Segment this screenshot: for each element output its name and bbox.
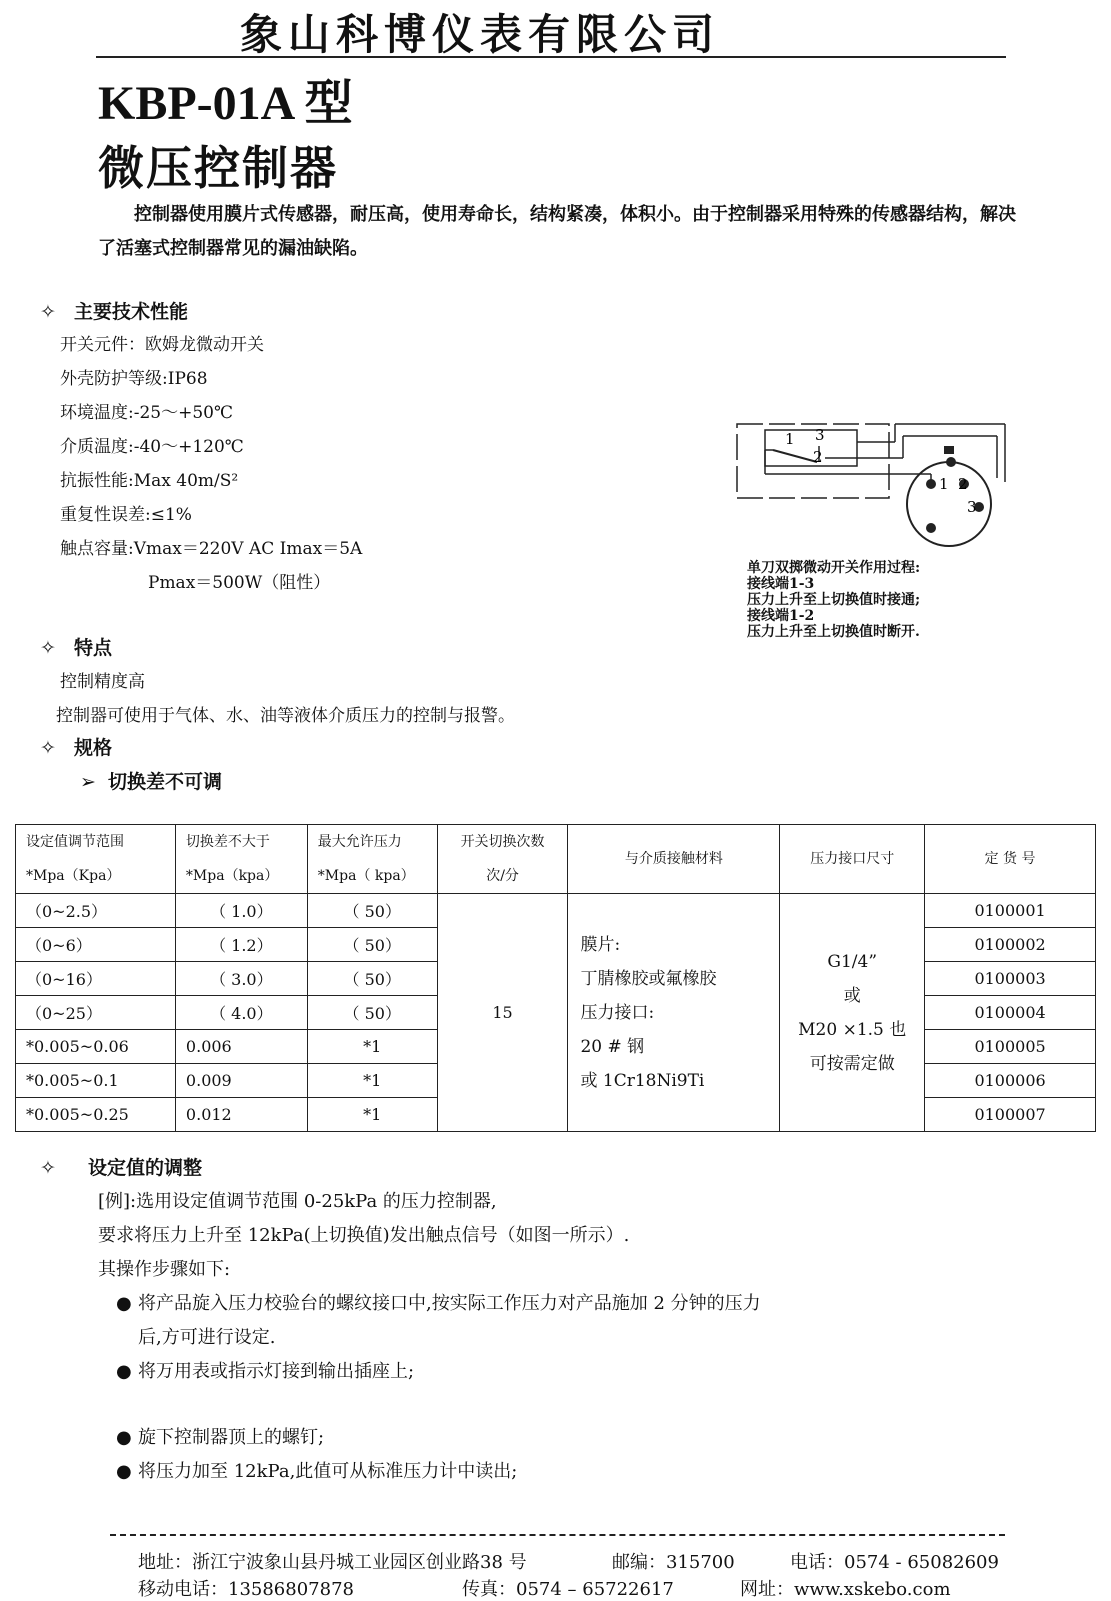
cell-range: *0.005~0.25: [16, 1098, 176, 1132]
header-cell-diff: 切换差不大于 *Mpa（kpa）: [175, 825, 307, 894]
features-section-heading: [40, 633, 112, 660]
adjust-line: [例]:选用设定值调节范围 0-25kPa 的压力控制器,: [98, 1191, 497, 1212]
table-row: [16, 894, 1096, 928]
intro-paragraph: 控制器使用膜片式传感器，耐压高，使用寿命长，结构紧凑，体积小。由于控制器采用特殊的传感器结构，解决了活塞式控制器常见的漏油缺陷。: [98, 204, 1016, 259]
spec-item: 触点容量:Vmax＝220V AC Imax＝5A: [60, 539, 363, 559]
plug-terminal-2: 2: [958, 475, 968, 493]
bullet-icon: ●: [116, 1427, 132, 1448]
cell-order-number: 0100001: [925, 894, 1096, 928]
step-item: ● 将压力加至 12kPa,此值可从标准压力计中读出;: [116, 1461, 518, 1482]
cell-max: *1: [307, 1064, 437, 1098]
tech-section-title: 主要技术性能: [74, 301, 189, 323]
spec-item: 抗振性能:Max 40m/S²: [60, 471, 239, 491]
cell-diff: （ 1.2）: [175, 928, 307, 962]
diagram-note-line: 接线端1-3: [747, 576, 815, 592]
bullet-icon: ●: [116, 1461, 132, 1482]
cell-range: （0~25）: [16, 996, 176, 1030]
header-cell-switch: 开关切换次数 次/分: [437, 825, 568, 894]
cell-range: *0.005~0.06: [16, 1030, 176, 1064]
cell-range: *0.005~0.1: [16, 1064, 176, 1098]
cell-max: （ 50）: [307, 962, 437, 996]
diamond-icon: ✧: [40, 637, 56, 659]
cell-max: （ 50）: [307, 996, 437, 1030]
diagram-note-line: 单刀双掷微动开关作用过程:: [747, 560, 921, 576]
footer-postcode: 邮编：315700: [612, 1552, 735, 1573]
step-item-continued: 后,方可进行设定.: [138, 1327, 276, 1348]
plug-terminal-1: 1: [939, 475, 949, 493]
diamond-icon: ✧: [40, 301, 56, 323]
footer-rule: [110, 1534, 1005, 1536]
diagram-note-line: 压力上升至上切换值时断开.: [747, 624, 920, 640]
bullet-icon: ●: [116, 1293, 132, 1314]
spec-item: 介质温度:-40～+120℃: [60, 437, 244, 457]
cell-max: *1: [307, 1030, 437, 1064]
adjust-line: 其操作步骤如下:: [98, 1259, 231, 1280]
feature-item: 控制器可使用于气体、水、油等液体介质压力的控制与报警。: [56, 706, 515, 726]
cell-port-size: G1/4” 或 M20 ×1.5 也 可按需定做: [780, 894, 925, 1132]
spec-item: 开关元件：欧姆龙微动开关: [60, 335, 264, 355]
step-item: ● 旋下控制器顶上的螺钉;: [116, 1427, 325, 1448]
spec-section-title: 规格: [74, 737, 113, 759]
cell-order-number: 0100002: [925, 928, 1096, 962]
cell-order-number: 0100007: [925, 1098, 1096, 1132]
diamond-icon: ✧: [40, 1157, 56, 1179]
step-item: ● 将产品旋入压力校验台的螺纹接口中,按实际工作压力对产品施加 2 分钟的压力: [116, 1293, 761, 1314]
cell-material: 膜片: 丁腈橡胶或氟橡胶 压力接口: 20 # 钢 或 1Cr18Ni9Ti: [568, 894, 780, 1132]
adjust-section-heading: [40, 1153, 202, 1180]
header-rule: [96, 56, 1006, 58]
header-cell-material: 与介质接触材料: [568, 825, 780, 894]
header-cell-max: 最大允许压力 *Mpa（ kpa）: [307, 825, 437, 894]
cell-diff: （ 3.0）: [175, 962, 307, 996]
cell-order-number: 0100005: [925, 1030, 1096, 1064]
cell-order-number: 0100004: [925, 996, 1096, 1030]
header-cell-port: 压力接口尺寸: [780, 825, 925, 894]
spec-item: 环境温度:-25～+50℃: [60, 403, 233, 423]
spec-sub-title: 切换差不可调: [108, 771, 223, 793]
cell-range: （0~2.5）: [16, 894, 176, 928]
footer-web: 网址：www.xskebo.com: [740, 1579, 951, 1600]
footer-address: 地址：浙江宁波象山县丹城工业园区创业路38 号: [138, 1552, 527, 1573]
header-cell-order: 定 货 号: [925, 825, 1096, 894]
spec-sub-heading: [80, 767, 222, 794]
arrow-icon: ➢: [80, 771, 96, 793]
model-title: KBP-01A 型: [98, 77, 353, 130]
adjust-section-title: 设定值的调整: [88, 1157, 203, 1179]
switch-terminal-2: 2: [813, 448, 823, 466]
cell-diff: 0.009: [175, 1064, 307, 1098]
diagram-note-line: 压力上升至上切换值时接通;: [747, 592, 921, 608]
spec-item: 外壳防护等级:IP68: [60, 369, 208, 389]
table-header-row: [16, 825, 1096, 894]
features-section-title: 特点: [74, 637, 113, 659]
header-cell-range: 设定值调节范围 *Mpa（Kpa）: [16, 825, 176, 894]
cell-max: *1: [307, 1098, 437, 1132]
cell-diff: 0.012: [175, 1098, 307, 1132]
cell-max: （ 50）: [307, 894, 437, 928]
step-item: ● 将万用表或指示灯接到输出插座上;: [116, 1361, 415, 1382]
wiring-diagram: [735, 412, 1035, 557]
cell-diff: 0.006: [175, 1030, 307, 1064]
switch-terminal-1: 1: [785, 430, 795, 448]
diamond-icon: ✧: [40, 737, 56, 759]
cell-range: （0~16）: [16, 962, 176, 996]
plug-terminal-3: 3: [967, 498, 977, 516]
diagram-note-line: 接线端1-2: [747, 608, 815, 624]
footer-phone: 电话：0574 - 65082609: [790, 1552, 999, 1573]
cell-diff: （ 4.0）: [175, 996, 307, 1030]
company-name: 象山科博仪表有限公司: [240, 10, 721, 59]
footer-fax: 传真：0574 – 65722617: [462, 1579, 674, 1600]
product-title: 微压控制器: [98, 141, 338, 195]
spec-section-heading: [40, 733, 112, 760]
spec-table: [15, 824, 1096, 1132]
switch-terminal-3: 3: [815, 426, 825, 444]
cell-order-number: 0100006: [925, 1064, 1096, 1098]
tech-section-heading: [40, 297, 188, 324]
spec-item: 重复性误差:≤1%: [60, 505, 192, 525]
cell-max: （ 50）: [307, 928, 437, 962]
bullet-icon: ●: [116, 1361, 132, 1382]
feature-item: 控制精度高: [60, 672, 145, 692]
cell-diff: （ 1.0）: [175, 894, 307, 928]
spec-item-pmax: Pmax＝500W（阻性）: [148, 573, 331, 593]
footer-mobile: 移动电话：13586807878: [138, 1579, 354, 1600]
adjust-line: 要求将压力上升至 12kPa(上切换值)发出触点信号（如图一所示）.: [98, 1225, 630, 1246]
cell-switch-count: 15: [437, 894, 568, 1132]
cell-order-number: 0100003: [925, 962, 1096, 996]
cell-range: （0~6）: [16, 928, 176, 962]
